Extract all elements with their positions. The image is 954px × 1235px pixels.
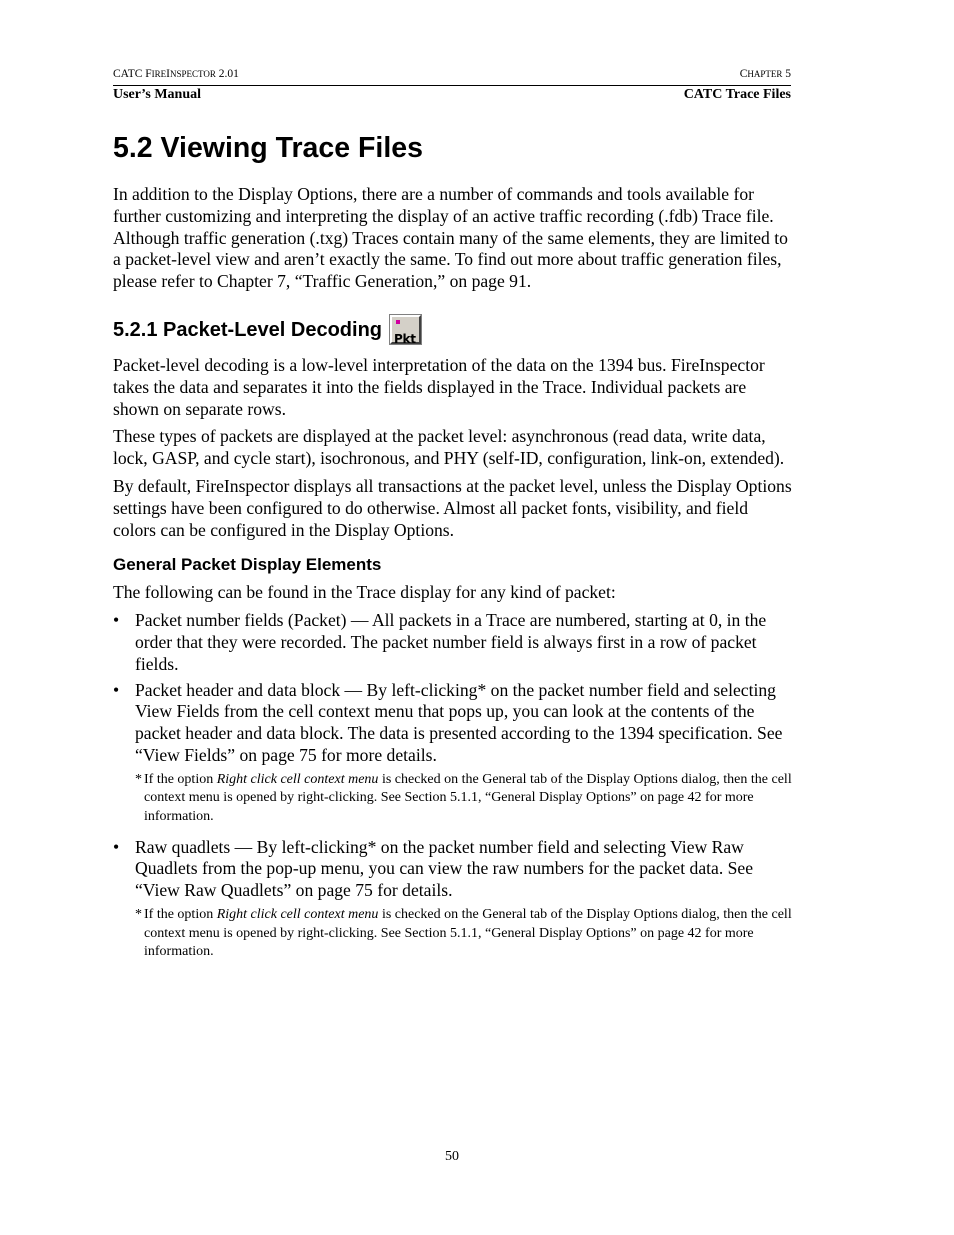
- product-name: CATC FIREINSPECTOR 2.01: [113, 68, 239, 80]
- footnote: * If the option Right click cell context menu is checked on the General tab of the Display Options dialog, then the cell context menu is opened by right-clicking. See Section 5.1.1, “General Display Options” on page 42 for more information.: [135, 906, 792, 960]
- header-rule: [113, 85, 791, 86]
- page-number: 50: [445, 1149, 459, 1164]
- list-item-text: Packet number fields (Packet) — All packets in a Trace are numbered, starting at 0, in the order that they were recorded. The packet number field is always first in a row of packet fields.: [135, 610, 767, 674]
- list-item: [113, 837, 793, 902]
- footnote-star: *: [135, 771, 142, 787]
- footnote-option-name: Right click cell context menu: [216, 771, 379, 787]
- manual-label: User’s Manual: [113, 87, 202, 102]
- subsection-para-3: By default, FireInspector displays all transactions at the packet level, unless the Display Options settings have been configured to do otherwise. Almost all packet fonts, visibility, and field colors can be configured in the Display Options.: [113, 475, 792, 540]
- bullet: •: [113, 679, 120, 700]
- footnote-star: *: [135, 906, 142, 922]
- chapter-title: CATC Trace Files: [683, 87, 791, 102]
- list-item: [113, 610, 793, 675]
- subsection-title-text: 5.2.1 Packet-Level Decoding: [113, 318, 383, 341]
- page-content: [113, 128, 793, 972]
- bullet: •: [113, 836, 120, 857]
- element-list: [113, 610, 793, 767]
- chapter-label: CHAPTER 5: [739, 68, 791, 80]
- section-intro: In addition to the Display Options, there are a number of commands and tools available for further customizing and interpreting the display of an active traffic recording (.fdb) Trace file. Although traffic generation (.txg) Traces contain many of the same elements, they are limited to a packet-level view and aren’t exactly the same. To find out more about traffic generation files, please refer to Chapter 7, “Traffic Generation,” on page 91.: [113, 184, 788, 292]
- general-elements-heading: General Packet Display Elements: [113, 555, 382, 575]
- subsection-title: [113, 315, 793, 345]
- footnote-option-name: Right click cell context menu: [216, 906, 379, 922]
- footnote: * If the option Right click cell context menu is checked on the General tab of the Display Options dialog, then the cell context menu is opened by right-clicking. See Section 5.1.1, “General Display Options” on page 42 for more information.: [135, 771, 792, 824]
- list-item: [113, 680, 793, 767]
- general-lead: The following can be found in the Trace display for any kind of packet:: [113, 582, 616, 603]
- list-item-text: Raw quadlets — By left-clicking* on the packet number field and selecting View Raw Quadlets from the pop-up menu, you can view the raw numbers for the packet data. See “View Raw Quadlets” on page 75 for details.: [135, 836, 754, 901]
- pkt-icon-label: Pkt: [394, 332, 416, 347]
- bullet: •: [113, 610, 120, 631]
- subsection-para-2: These types of packets are displayed at the packet level: asynchronous (read data, write data, lock, GASP, and cycle start), isochronous, and PHY (self-ID, configuration, link-on, extended).: [113, 426, 785, 469]
- section-title: 5.2 Viewing Trace Files: [113, 132, 423, 164]
- pkt-icon: [390, 315, 421, 347]
- subsection-para-1: Packet-level decoding is a low-level interpretation of the data on the 1394 bus. FireInspector takes the data and separates it into the fields displayed in the Trace. Individual packets are shown on separate rows.: [113, 354, 765, 419]
- list-item-text: Packet header and data block — By left-clicking* on the packet number field and selecting View Fields from the cell context menu that pops up, you can look at the contents of the packet header and data block. The data is presented according to the 1394 specification. See “View Fields” on page 75 for more details.: [135, 679, 783, 765]
- element-list-continued: [113, 837, 793, 902]
